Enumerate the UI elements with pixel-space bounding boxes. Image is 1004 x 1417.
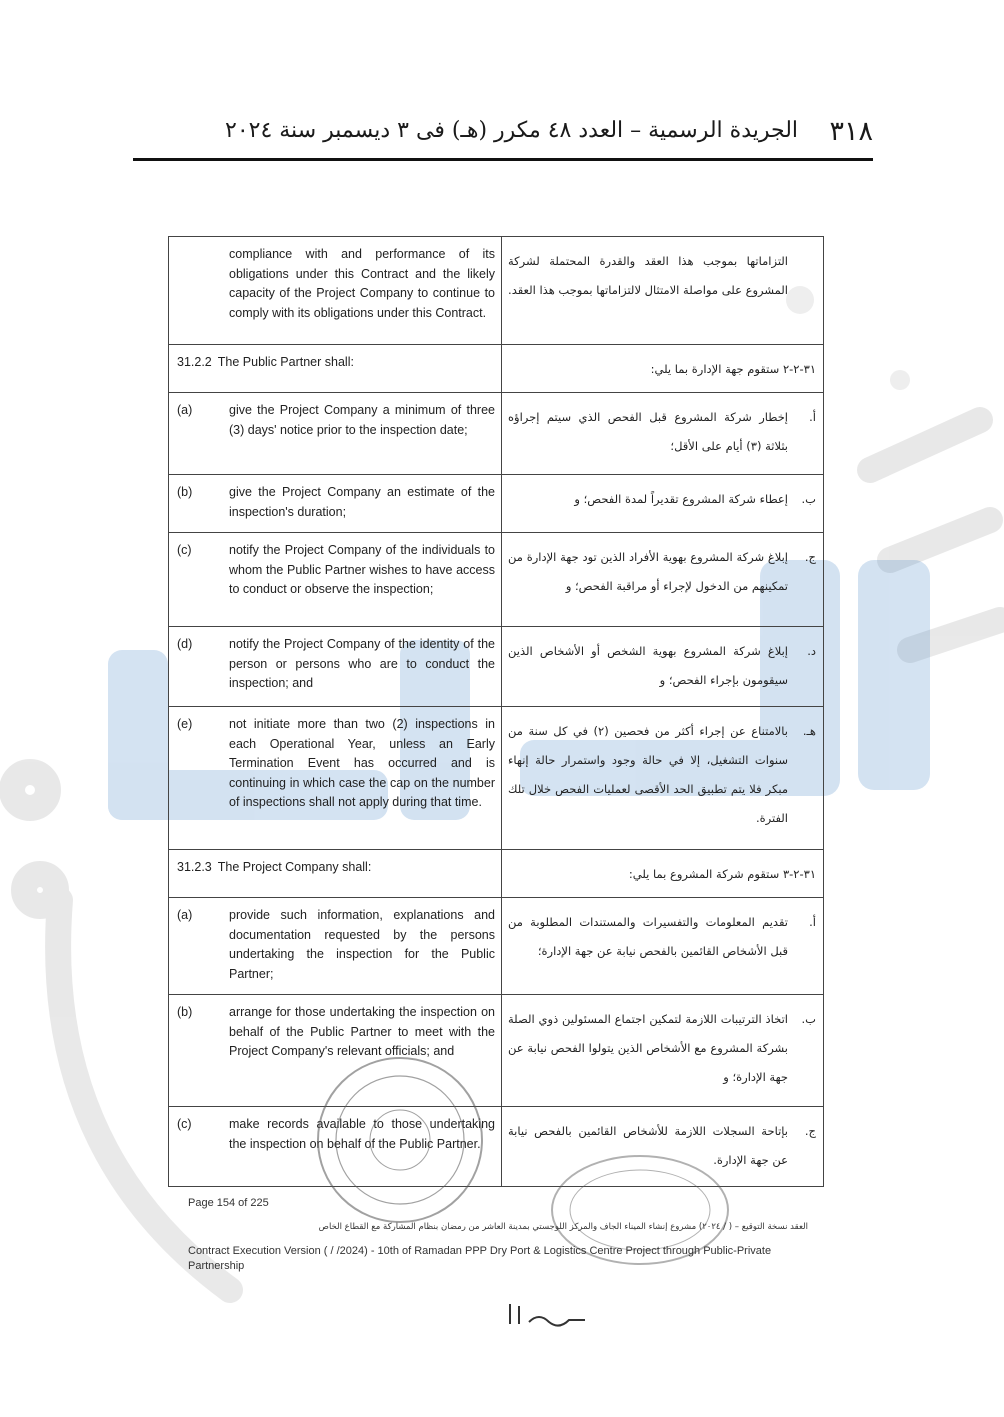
contract-version: Contract Execution Version ( / /2024) - 10th of Ramadan PPP Dry Port & Logistics Centre Project through Public-Private Partnership: [188, 1245, 772, 1272]
gazette-title: الجريدة الرسمية – العدد ٤٨ مكرر (هـ) فى ٣ ديسمبر سنة ٢٠٢٤: [225, 118, 799, 143]
ar-clause-number: [788, 247, 816, 305]
en-clause-text: arrange for those undertaking the inspection on behalf of the Public Partner to meet with the Project Company's relevant officials; and: [229, 1005, 495, 1058]
en-clause-text: notify the Project Company of the identity of the person or persons who are to conduct the inspection; and: [229, 637, 495, 690]
en-clause-text: compliance with and performance of its obligations under this Contract and the likely capacity of the Project Company to continue to comply with its obligations under this Contract.: [229, 247, 495, 320]
ar-clause-text: التزاماتها بموجب هذا العقد والقدرة المحتملة لشركة المشروع على مواصلة الامتثال لالتزاماتها بموجب هذا العقد.: [508, 254, 788, 297]
table-row: [169, 533, 824, 627]
watermark-stroke-right-1: [870, 420, 980, 470]
en-clause-text: The Public Partner shall:: [217, 355, 354, 369]
table-row: [169, 627, 824, 707]
ar-clause-text: إبلاغ شركة المشروع بهوية الشخص أو الأشخاص الذين سيقومون بإجراء الفحص؛ و: [508, 644, 788, 687]
en-clause-number: (b): [177, 1005, 193, 1019]
en-clause-number: (c): [177, 1117, 192, 1131]
en-clause-text: provide such information, explanations and documentation requested by the persons undertaking the inspection for the Public Partner;: [229, 908, 495, 981]
table-row: [169, 475, 824, 533]
table-row: [169, 707, 824, 850]
page-header: [133, 108, 873, 161]
en-section-number: 31.2.2: [177, 355, 212, 369]
table-row: [169, 345, 824, 393]
ar-clause-number: أ.: [809, 410, 816, 424]
ar-clause-text: بالامتناع عن إجراء أكثر من فحصين (٢) في كل سنة من سنوات التشغيل، إلا في حالة وجود واستمرار حالة إنهاء مبكر فلا يتم تطبيق الحد الأقصى لعمليات الفحص خلال تلك الفترة.: [508, 724, 788, 825]
en-clause-number: [175, 245, 229, 323]
en-clause-text: The Project Company shall:: [217, 860, 372, 874]
en-clause-text: give the Project Company a minimum of three (3) days' notice prior to the inspection date;: [229, 403, 495, 437]
footer-arabic-line: العقد نسخة التوقيع – ( / ٢٠٢٤) مشروع إنشاء الميناء الجاف والمركز اللوجستي بمدينة العاشر من رمضان بنظام المشاركة مع القطاع الخاص: [318, 1222, 808, 1232]
watermark-stroke-right-3: [910, 620, 1000, 650]
ar-clause-text: تقديم المعلومات والتفسيرات والمستندات المطلوبة من قبل الأشخاص القائمين بالفحص نيابة عن جهة الإدارة؛: [508, 915, 788, 958]
page-number: ٣١٨: [829, 116, 873, 147]
ar-clause-text: إخطار شركة المشروع قبل الفحص الذي سيتم إجراؤه بثلاثة (٣) أيام على الأقل؛: [508, 410, 788, 453]
ar-clause-text: ٣١-٢-٣ ستقوم شركة المشروع بما يلي:: [628, 867, 816, 881]
ar-clause-number: ب.: [801, 492, 816, 506]
table-row: [169, 898, 824, 995]
table-row: [169, 995, 824, 1107]
ar-clause-number: ب.: [801, 1012, 816, 1026]
table-row: [169, 393, 824, 475]
watermark-dot-1: [12, 772, 48, 808]
handwritten-mark: [505, 1294, 595, 1334]
ar-clause-text: بإتاحة السجلات اللازمة للأشخاص القائمين بالفحص نيابة عن جهة الإدارة.: [508, 1124, 788, 1167]
contract-table: [168, 236, 824, 1187]
ar-clause-number: هـ.: [802, 724, 816, 738]
ar-clause-number: ج.: [804, 1124, 816, 1138]
en-clause-number: (e): [177, 717, 193, 731]
en-section-number: 31.2.3: [177, 860, 212, 874]
en-clause-number: (a): [177, 908, 193, 922]
ar-clause-text: إعطاء شركة المشروع تقديراً لمدة الفحص؛ و: [574, 492, 788, 506]
ar-clause-text: إبلاغ شركة المشروع بهوية الأفراد الذين تود جهة الإدارة من تمكينهم من الدخول لإجراء أو مراقبة الفحص؛ و: [508, 550, 788, 593]
ar-clause-number: أ.: [809, 915, 816, 929]
page-counter: Page 154 of 225: [188, 1197, 269, 1209]
ar-clause-number: د.: [807, 644, 816, 658]
table-row: [169, 237, 824, 345]
ar-clause-number: ج.: [804, 550, 816, 564]
en-clause-number: (b): [177, 485, 193, 499]
table-row: [169, 1107, 824, 1187]
en-clause-text: give the Project Company an estimate of the inspection's duration;: [229, 485, 495, 519]
en-clause-text: make records available to those undertaking the inspection on behalf of the Public Partner.: [229, 1117, 495, 1151]
ar-clause-text: ٣١-٢-٢ ستقوم جهة الإدارة بما يلي:: [650, 362, 816, 376]
table-row: [169, 850, 824, 898]
ar-clause-text: اتخاذ الترتيبات اللازمة لتمكين اجتماع المسئولين ذوي الصلة بشركة المشروع مع الأشخاص الذين يتولوا الفحص نيابة عن جهة الإدارة؛ و: [508, 1012, 788, 1084]
watermark-dot-2: [24, 874, 56, 906]
watermark-stroke-right-2: [890, 520, 990, 560]
en-clause-number: (a): [177, 403, 193, 417]
en-clause-number: (c): [177, 543, 192, 557]
en-clause-text: notify the Project Company of the individuals to whom the Public Partner wishes to have access to conduct or observe the inspection;: [229, 543, 495, 596]
en-clause-text: not initiate more than two (2) inspections in each Operational Year, unless an Early Termination Event has occurred and is continuing in which case the cap on the number of inspections shall not apply during that time.: [229, 717, 495, 809]
en-clause-number: (d): [177, 637, 193, 651]
